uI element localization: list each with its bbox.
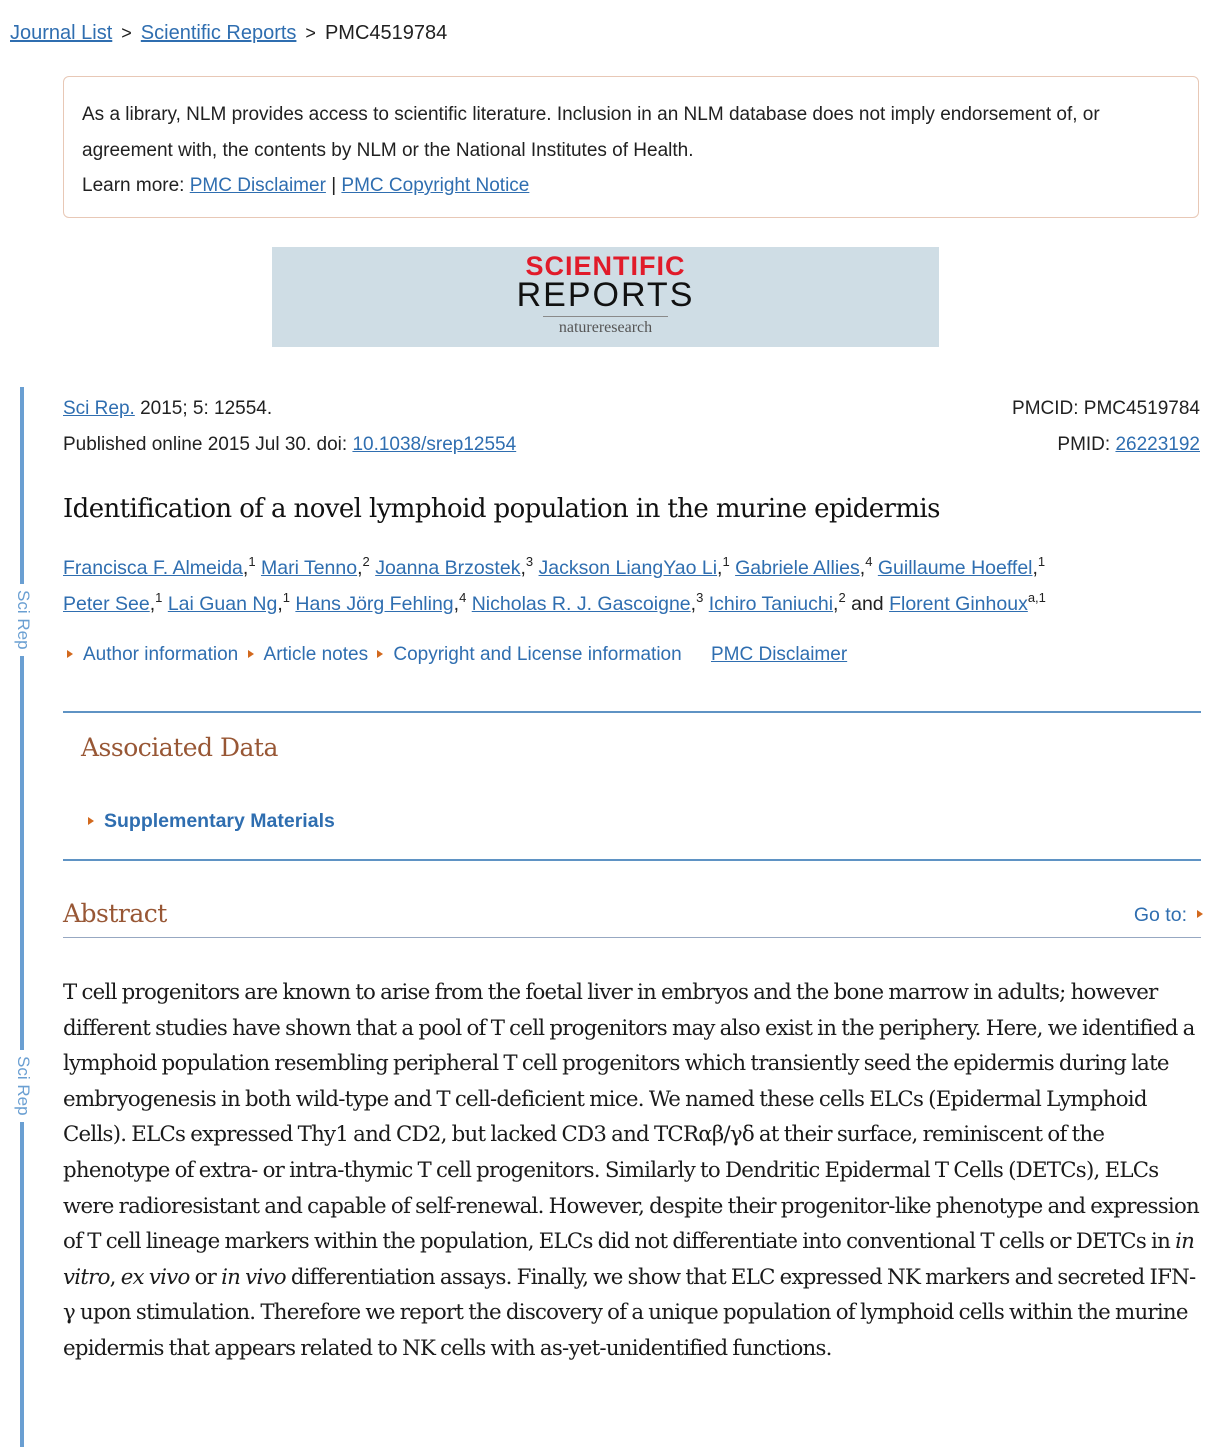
affiliation-sup[interactable]: 2 — [362, 554, 370, 569]
author-information-toggle[interactable]: Author information — [83, 644, 239, 665]
author-link[interactable]: Gabriele Allies — [735, 557, 860, 579]
banner-divider — [543, 316, 668, 317]
expand-triangle-icon — [377, 650, 383, 658]
banner-scientific: SCIENTIFIC — [525, 251, 686, 281]
author-link[interactable]: Mari Tenno — [260, 557, 358, 579]
abstract-divider — [63, 937, 1201, 938]
banner-reports: REPORTS — [516, 276, 695, 314]
pmcid: PMCID: PMC4519784 — [1012, 398, 1200, 419]
copyright-license-toggle[interactable]: Copyright and License information — [393, 644, 682, 665]
abstract-italic: ex vivo — [120, 1264, 190, 1290]
disclaimer-text: As a library, NLM provides access to scientific literature. Inclusion in an NLM database does not imply endorsement of, or agreement with, the contents by NLM or the National Institutes of Health. — [82, 104, 1100, 161]
doi-link[interactable]: 10.1038/srep12554 — [352, 433, 517, 455]
published-online: Published online 2015 Jul 30. doi: — [63, 433, 348, 455]
author-link[interactable]: Joanna Brzostek — [375, 557, 521, 579]
affiliation-sup[interactable]: a,1 — [1027, 590, 1046, 605]
abstract-part: or — [189, 1264, 222, 1290]
author-link[interactable]: Francisca F. Almeida — [63, 557, 243, 579]
abstract-part: T cell progenitors are known to arise from the foetal liver in embryos and the bone marrow in adults; however different studies have shown that a pool of T cell progenitors may also exist in the periphery. Here, we identified a lymphoid population resembling peripheral T cell progenitors which transiently seed the epidermis during late embryogenesis in both wild-type and T cell-deficient mice. We named these cells ELCs (Epidermal Lymphoid Cells). ELCs expressed Thy1 and CD2, but lacked CD3 and TCRαβ/γδ at their surface, reminiscent of the phenotype of extra- or intra-thymic T cell progenitors. Similarly to Dendritic Epidermal T Cells (DETCs), ELCs were radioresistant and capable of self-renewal. However, despite their progenitor-like phenotype and expression of T cell lineage markers within the population, ELCs did not differentiate into conventional T cells or DETCs in — [63, 980, 1200, 1255]
expand-triangle-icon — [248, 650, 254, 658]
and-text: and — [851, 593, 884, 615]
pmc-copyright-notice-link[interactable]: PMC Copyright Notice — [341, 175, 530, 196]
author-link[interactable]: Peter See — [63, 593, 150, 615]
breadcrumb-scientific-reports[interactable]: Scientific Reports — [140, 22, 297, 44]
disclaimer-learn-more — [82, 168, 1180, 204]
affiliation-sup[interactable]: 1 — [282, 590, 290, 605]
breadcrumb-journal-list[interactable]: Journal List — [10, 22, 113, 44]
supplementary-materials-toggle[interactable] — [84, 810, 335, 833]
rail-label-sci-rep[interactable]: Sci Rep — [11, 1050, 33, 1122]
affiliation-sup[interactable]: 2 — [838, 590, 846, 605]
author-list: Francisca F. Almeida,$^1$ Mari Tenno,$^2$ Joanna Brzostek,$^3$ Jackson LiangYao Li,$^1$ Gabriele Allies,$^4$ Guillaume Hoeffel,$^1$ Peter See,$^1$ Lai Guan Ng,$^1$ Hans Jörg Fehling,$^4$ Nicholas R. J. Gascoigne,$^3$ Ichiro Taniuchi,$^2$ and Florent Ginhoux$^{a,1}$ — [63, 554, 1046, 615]
affiliation-sup[interactable]: 4 — [459, 590, 467, 605]
goto-label: Go to: — [1133, 904, 1187, 926]
journal-banner-logo[interactable] — [272, 247, 939, 347]
rail-label-sci-rep[interactable]: Sci Rep — [11, 584, 33, 656]
link-divider: | — [331, 175, 337, 196]
associated-data-heading: Associated Data — [81, 733, 278, 762]
abstract-part: , — [109, 1264, 121, 1290]
article-notes-toggle[interactable]: Article notes — [263, 644, 369, 665]
citation-info — [63, 391, 516, 462]
article-title: Identification of a novel lymphoid population in the murine epidermis — [63, 494, 940, 524]
nlm-disclaimer-box — [63, 76, 1199, 218]
abstract-part: differentiation assays. Finally, we show that ELC expressed NK markers and secreted IFN-γ upon stimulation. Therefore we report the discovery of a unique population of lymphoid cells within the murine epidermis that appears related to NK cells with as-yet-unidentified functions. — [63, 1264, 1196, 1361]
author-link[interactable]: Guillaume Hoeffel — [877, 557, 1033, 579]
journal-link[interactable]: Sci Rep. — [63, 398, 135, 419]
affiliation-sup[interactable]: 1 — [1037, 554, 1046, 569]
banner-natureresearch: natureresearch — [558, 319, 653, 336]
expand-triangle-icon — [67, 650, 73, 658]
author-link[interactable]: Florent Ginhoux — [889, 593, 1028, 615]
affiliation-sup[interactable]: 3 — [696, 590, 704, 605]
pmc-disclaimer-link[interactable]: PMC Disclaimer — [710, 644, 848, 665]
expand-triangle-icon — [88, 817, 94, 825]
affiliation-sup[interactable]: 1 — [155, 590, 163, 605]
goto-menu[interactable] — [1134, 904, 1203, 927]
journal-rail — [20, 387, 24, 1447]
abstract-heading: Abstract — [63, 899, 167, 928]
article-ids — [1012, 391, 1200, 462]
affiliation-sup[interactable]: 4 — [865, 554, 873, 569]
divider — [63, 711, 1201, 713]
affiliation-sup[interactable]: 3 — [525, 554, 534, 569]
author-link[interactable]: Hans Jörg Fehling — [295, 593, 454, 615]
volume-info: 2015; 5: 12554. — [140, 398, 273, 419]
breadcrumb-separator: > — [305, 23, 316, 43]
goto-triangle-icon — [1197, 910, 1203, 918]
author-link[interactable]: Ichiro Taniuchi — [708, 593, 834, 615]
supplementary-materials-label: Supplementary Materials — [104, 810, 335, 832]
breadcrumb-current: PMC4519784 — [324, 22, 448, 44]
article-meta-links — [63, 644, 847, 666]
divider — [63, 859, 1201, 861]
breadcrumb-separator: > — [121, 23, 132, 43]
breadcrumb — [10, 20, 447, 46]
pmid-label: PMID: — [1057, 433, 1111, 455]
author-link[interactable]: Jackson LiangYao Li — [538, 557, 718, 579]
learn-more-label: Learn more: — [82, 175, 185, 196]
abstract-text — [63, 975, 1203, 1367]
abstract-italic: in vivo — [221, 1264, 286, 1290]
abstract-italic: in vitro — [63, 1229, 1195, 1290]
author-link[interactable]: Lai Guan Ng — [167, 593, 278, 615]
author-link[interactable]: Nicholas R. J. Gascoigne — [471, 593, 691, 615]
affiliation-sup[interactable]: 1 — [248, 554, 256, 569]
affiliation-sup[interactable]: 1 — [722, 554, 730, 569]
pmc-disclaimer-link[interactable]: PMC Disclaimer — [189, 175, 326, 196]
pmid-link[interactable]: 26223192 — [1115, 433, 1200, 455]
